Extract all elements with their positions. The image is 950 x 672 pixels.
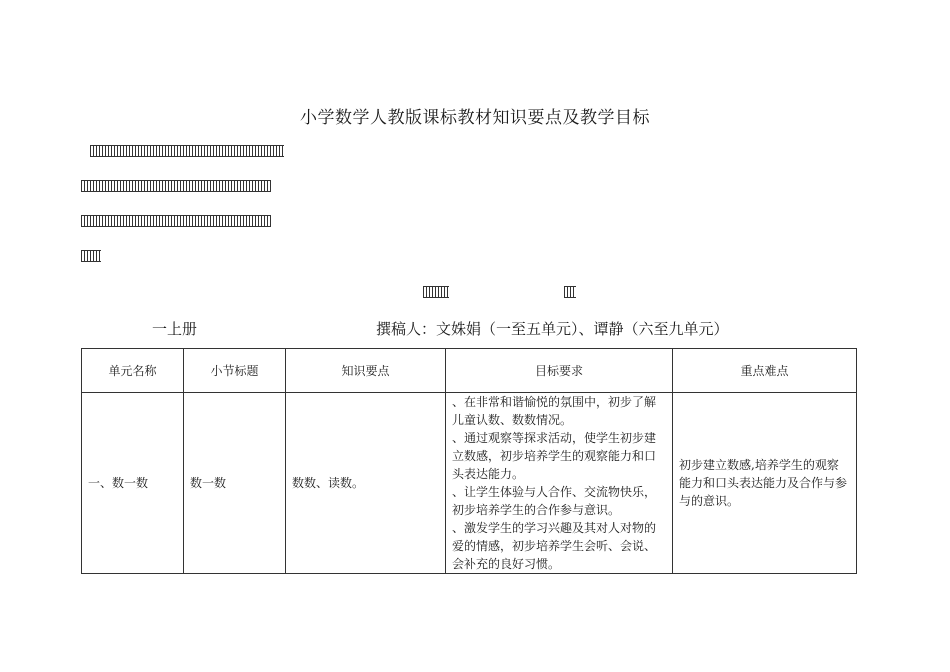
garbled-text-line-6 (564, 286, 576, 298)
header-unit-name: 单元名称 (82, 349, 184, 393)
volume-label: 一上册 (152, 320, 198, 338)
garbled-text-line-5 (423, 286, 449, 298)
knowledge-table (81, 348, 857, 574)
table-row (82, 393, 857, 574)
authors-label: 撰稿人：文姝娟（一至五单元）、谭静（六至九单元） (376, 320, 729, 338)
header-knowledge-points: 知识要点 (286, 349, 446, 393)
cell-section: 数一数 (184, 393, 286, 574)
page-title: 小学数学人教版课标教材知识要点及教学目标 (300, 108, 650, 128)
header-difficulties: 重点难点 (673, 349, 857, 393)
goal-item-2: 、通过观察等探求活动，使学生初步建立数感，初步培养学生的观察能力和口头表达能力。 (452, 431, 657, 481)
goal-item-1: 、在非常和谐愉悦的氛围中，初步了解儿童认数、数数情况。 (452, 395, 657, 427)
cell-unit: 一、数一数 (82, 393, 184, 574)
header-goals: 目标要求 (446, 349, 673, 393)
table-header-row (82, 349, 857, 393)
cell-knowledge: 数数、读数。 (286, 393, 446, 574)
garbled-text-line-4 (81, 250, 101, 262)
cell-goals (446, 393, 673, 574)
cell-difficulty: 初步建立数感,培养学生的观察能力和口头表达能力及合作与参与的意识。 (673, 393, 857, 574)
garbled-text-line-3 (81, 215, 271, 227)
header-section-title: 小节标题 (184, 349, 286, 393)
garbled-text-line-1 (90, 145, 284, 157)
goal-item-3: 、让学生体验与人合作、交流物快乐，初步培养学生的合作参与意识。 (452, 485, 657, 517)
garbled-text-line-2 (81, 180, 271, 192)
goal-item-4: 、激发学生的学习兴趣及其对人对物的爱的情感，初步培养学生会听、会说、会补充的良好习惯。 (452, 521, 657, 571)
